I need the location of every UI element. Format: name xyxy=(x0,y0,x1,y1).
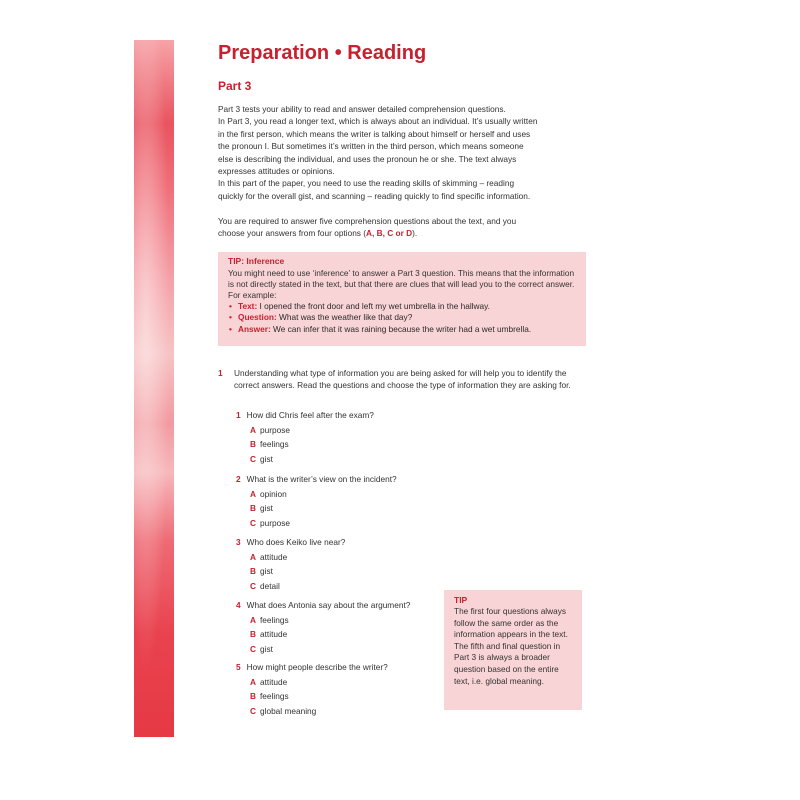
option-letter: B xyxy=(250,691,256,701)
decorative-side-strip xyxy=(134,40,174,737)
question-stem xyxy=(236,474,397,484)
option-letter: B xyxy=(250,503,256,513)
option-text: attitude xyxy=(260,552,288,562)
question-item xyxy=(236,662,388,716)
order-tip-box xyxy=(444,590,582,710)
question-item xyxy=(236,410,374,464)
question-stem xyxy=(236,537,345,547)
option-text: attitude xyxy=(260,677,288,687)
question-text: Who does Keiko live near? xyxy=(246,537,346,547)
option-letter: A xyxy=(250,489,256,499)
option-text: detail xyxy=(260,581,280,591)
tip-text: You might need to use ‘inference’ to answer a Part 3 question. This means that the information is not directly stated in the text, but that there are clues that will lead you to the correct answer. For example: xyxy=(228,268,575,301)
option-text: feelings xyxy=(260,691,289,701)
question-number: 3 xyxy=(236,537,241,547)
tip-example-label: Answer: xyxy=(238,323,271,334)
intro-paragraph xyxy=(218,103,588,202)
intro-line: In this part of the paper, you need to use the reading skills of skimming – reading xyxy=(218,178,515,189)
question-text: How did Chris feel after the exam? xyxy=(246,410,374,420)
side-tip-title: TIP xyxy=(454,595,468,605)
option-letter: B xyxy=(250,629,256,639)
side-tip-text: The first four questions always follow the same order as the information appears in the text. The fifth and final question in Part 3 is always a broader question based on the entire text, i.e. global meaning. xyxy=(454,606,568,686)
requirement-line xyxy=(218,227,588,239)
question-number: 4 xyxy=(236,600,241,610)
requirement-paragraph xyxy=(218,215,588,240)
intro-line: Part 3 tests your ability to read and answer detailed comprehension questions. xyxy=(218,104,506,114)
answer-option[interactable] xyxy=(250,552,287,562)
question-number: 2 xyxy=(236,474,241,484)
option-text: gist xyxy=(260,454,273,464)
option-text: global meaning xyxy=(260,706,317,716)
question-stem xyxy=(236,600,410,610)
question-item xyxy=(236,600,411,654)
option-text: opinion xyxy=(260,489,287,499)
answer-option[interactable] xyxy=(250,566,273,576)
tip-example-label: Text: xyxy=(238,301,258,311)
requirement-text-end: ). xyxy=(412,228,418,239)
question-stem xyxy=(236,410,374,420)
intro-line: the pronoun I. But sometimes it’s written in the third person, which means someone xyxy=(218,141,524,152)
exercise-instruction: Understanding what type of information you are being asked for will help you to identify the correct answers. Read the questions and choose the type of information they are asking for. xyxy=(234,368,571,390)
tip-example-text: We can infer that it was raining because the writer had a wet umbrella. xyxy=(270,323,532,334)
option-letter: B xyxy=(250,439,256,449)
question-number: 1 xyxy=(236,410,241,420)
option-text: purpose xyxy=(260,425,290,435)
tip-example-label: Question: xyxy=(238,312,277,323)
page-title: Preparation • Reading xyxy=(218,42,427,64)
answer-option[interactable] xyxy=(250,581,280,591)
option-letter: C xyxy=(250,706,256,716)
intro-line: in the first person, which means the writer is talking about himself or herself and uses xyxy=(218,128,531,139)
option-letter: A xyxy=(250,677,256,687)
question-stem xyxy=(236,662,388,672)
option-text: gist xyxy=(260,566,273,576)
question-number: 5 xyxy=(236,662,241,672)
answer-option[interactable] xyxy=(250,503,273,513)
intro-line: expresses attitudes or opinions. xyxy=(218,166,335,177)
option-letter: B xyxy=(250,566,256,576)
tip-example-item xyxy=(228,312,584,323)
answer-option[interactable] xyxy=(250,518,290,528)
question-item xyxy=(236,474,397,528)
answer-option[interactable] xyxy=(250,439,289,449)
answer-option[interactable] xyxy=(250,425,290,435)
option-letter: C xyxy=(250,581,256,591)
answer-options-text: A, B, C or D xyxy=(366,228,413,239)
option-letter: C xyxy=(250,644,256,654)
option-text: feelings xyxy=(260,615,289,625)
question-text: What is the writer’s view on the incident? xyxy=(246,474,397,484)
answer-option[interactable] xyxy=(250,691,289,701)
option-letter: C xyxy=(250,518,256,528)
option-text: feelings xyxy=(260,439,289,449)
tip-example-text: What was the weather like that day? xyxy=(276,312,413,323)
answer-option[interactable] xyxy=(250,706,316,716)
option-letter: A xyxy=(250,425,256,435)
option-text: gist xyxy=(260,644,273,654)
question-text: How might people describe the writer? xyxy=(246,662,388,672)
option-letter: A xyxy=(250,615,256,625)
option-text: purpose xyxy=(260,518,290,528)
requirement-line: You are required to answer five comprehension questions about the text, and you xyxy=(218,216,517,226)
section-subtitle: Part 3 xyxy=(218,79,252,93)
answer-option[interactable] xyxy=(250,454,273,464)
intro-line: else is describing the individual, and uses the pronoun he or she. The text always xyxy=(218,153,517,164)
answer-option[interactable] xyxy=(250,489,287,499)
option-text: gist xyxy=(260,503,273,513)
tip-example-item xyxy=(228,324,584,335)
option-letter: C xyxy=(250,454,256,464)
option-text: attitude xyxy=(260,629,288,639)
requirement-text: choose your answers from four options ( xyxy=(218,228,367,239)
answer-option[interactable] xyxy=(250,677,287,687)
inference-tip-box xyxy=(218,252,586,346)
answer-option[interactable] xyxy=(250,615,289,625)
question-text: What does Antonia say about the argument? xyxy=(246,600,411,610)
tip-example-text: I opened the front door and left my wet umbrella in the hallway. xyxy=(257,301,490,311)
intro-line: quickly for the overall gist, and scanning – reading quickly to find specific information. xyxy=(218,190,531,201)
tip-title: TIP: Inference xyxy=(228,256,285,266)
intro-line: In Part 3, you read a longer text, which is always about an individual. It’s usually written xyxy=(218,116,538,127)
exercise-number: 1 xyxy=(218,368,223,378)
answer-option[interactable] xyxy=(250,644,273,654)
tip-example-item xyxy=(228,301,584,312)
question-item xyxy=(236,537,346,591)
tip-example-list xyxy=(228,301,584,335)
option-letter: A xyxy=(250,552,256,562)
answer-option[interactable] xyxy=(250,629,287,639)
